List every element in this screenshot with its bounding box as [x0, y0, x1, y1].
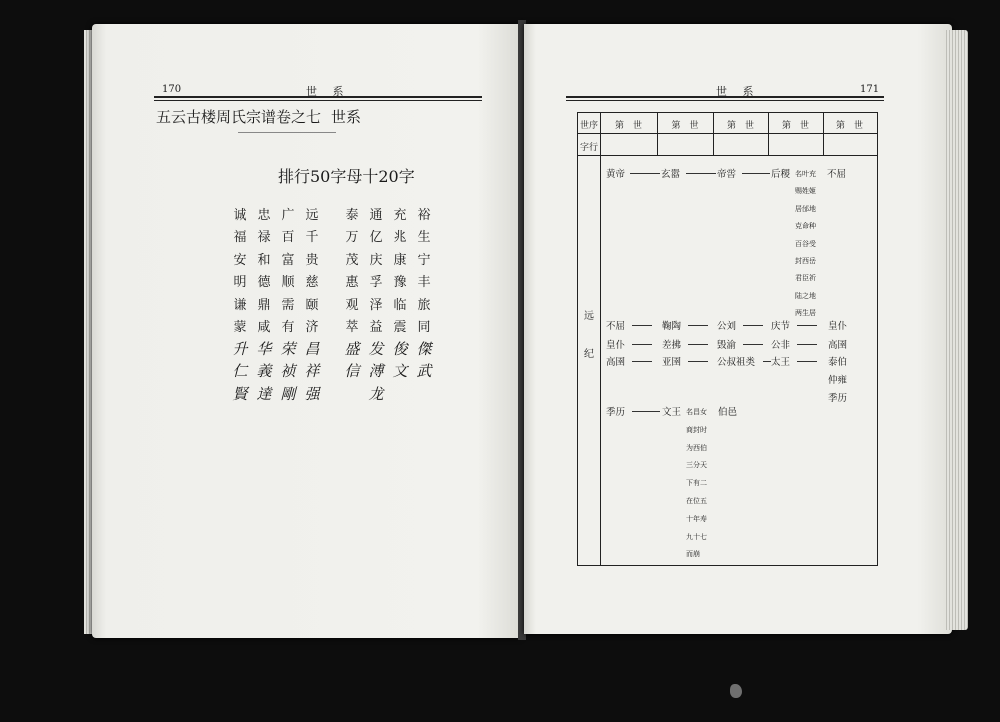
left-page-number: 170: [162, 84, 182, 95]
generation-header: 第 世: [614, 121, 642, 131]
person-name: 季历: [828, 393, 848, 404]
generation-char: 慈: [305, 275, 319, 291]
generation-char: 盛: [344, 339, 360, 358]
generation-char: 颐: [305, 297, 319, 313]
generation-char: 惠: [345, 275, 359, 291]
connector: [688, 344, 708, 345]
char-row: [228, 360, 450, 383]
generation-char: 需: [281, 297, 295, 313]
person-name: 高圉: [606, 357, 626, 368]
generation-char: 宁: [417, 252, 431, 268]
generation-char: 康: [393, 252, 407, 268]
generation-char: 顺: [281, 275, 295, 291]
note-line: 九十七: [686, 532, 707, 541]
note-line: 下有二: [686, 479, 707, 488]
generation-char: 亿: [369, 230, 383, 246]
person-name: 差拂: [662, 340, 682, 351]
person-name: 玄嚣: [661, 169, 681, 180]
generation-header: 第 世: [671, 121, 699, 131]
generation-char: 观: [345, 297, 359, 313]
row-label-generation: 世序: [579, 121, 598, 131]
generation-char: 萃: [345, 320, 359, 336]
char-row: [228, 247, 450, 270]
generation-char: 明: [233, 275, 247, 291]
generation-char: 茂: [345, 252, 359, 268]
generation-char: 俊: [392, 339, 408, 358]
generation-char: 旅: [417, 297, 431, 313]
connector: [742, 173, 770, 174]
generation-char: 賢: [232, 384, 248, 403]
doc-section-text: 世系: [331, 108, 362, 126]
generation-char: 发: [368, 339, 384, 358]
note-line: 十年寿: [686, 514, 707, 523]
connector: [632, 361, 652, 362]
document-title: [156, 106, 361, 127]
generation-character-grid: [228, 202, 450, 405]
generation-char: 仁: [232, 362, 248, 381]
row-label-char: 字行: [579, 143, 598, 153]
person-name: 皇仆: [606, 340, 626, 351]
generation-char: 通: [369, 207, 383, 223]
generation-char: 達: [256, 384, 272, 403]
generation-char: 忠: [257, 207, 271, 223]
note-line: 克命种: [795, 222, 816, 231]
generation-char: 龙: [368, 384, 384, 403]
generation-header: 第 世: [781, 121, 809, 131]
note-line: 居邰地: [795, 204, 816, 213]
person-name: 高圉: [828, 340, 848, 351]
note-line: 在位五: [686, 497, 707, 505]
generation-char: 義: [256, 362, 272, 381]
generation-char: 蒙: [233, 320, 247, 336]
generation-char: 贵: [305, 252, 319, 268]
generation-header: 第 世: [726, 121, 754, 131]
ranking-subtitle: 排行50字母十20字: [278, 167, 415, 186]
person-name: 公叔祖类: [717, 357, 756, 368]
table-line: [578, 133, 877, 134]
table-line: [600, 113, 601, 565]
generation-char: 济: [305, 320, 319, 336]
char-row: [228, 382, 450, 405]
generation-char: 庆: [369, 252, 383, 268]
person-name: 黄帝: [606, 169, 626, 180]
person-name: 季历: [606, 407, 626, 418]
generation-char: 百: [281, 230, 295, 246]
right-header-rule-thin: [566, 100, 884, 101]
left-header-title: 世 系: [306, 85, 350, 98]
generation-char: 华: [256, 339, 272, 358]
note-line: 为西伯: [686, 443, 707, 452]
generation-char: 祯: [280, 362, 296, 381]
scan-blot: [730, 684, 742, 698]
connector: [632, 344, 652, 345]
generation-char: 信: [344, 362, 360, 381]
person-name: 后稷: [771, 169, 791, 180]
connector: [688, 361, 708, 362]
right-header-title: 世 系: [716, 85, 760, 98]
generation-char: 广: [281, 207, 295, 223]
note-line: 百谷受: [795, 239, 816, 248]
generation-header: 第 世: [835, 121, 863, 131]
generation-char: 福: [233, 230, 247, 246]
left-header-rule: [154, 96, 482, 98]
generation-char: 远: [305, 207, 319, 223]
person-name: 伯邑: [718, 407, 738, 418]
generation-char: 千: [305, 230, 319, 246]
person-name: 太王: [771, 357, 791, 368]
generation-char: 泰: [345, 207, 359, 223]
left-header-rule-thin: [154, 100, 482, 101]
generation-char: 谦: [233, 297, 247, 313]
connector: [632, 325, 652, 326]
connector: [688, 325, 708, 326]
note-line: 君臣祈: [795, 274, 816, 283]
connector: [743, 344, 763, 345]
generation-char: 豫: [393, 275, 407, 291]
char-row: [228, 270, 450, 293]
generation-char: 剛: [280, 384, 296, 403]
note-line: 名昌女: [686, 408, 707, 416]
person-name: 仲雍: [828, 375, 848, 386]
generation-char: 安: [233, 252, 247, 268]
generation-char: 文: [392, 362, 408, 381]
table-line: [578, 155, 877, 156]
generation-char: 和: [257, 252, 271, 268]
connector: [686, 173, 716, 174]
doc-title-text: 五云古楼周氏宗谱卷之七: [156, 108, 322, 126]
person-name: 不屈: [827, 169, 847, 180]
connector: [797, 361, 817, 362]
person-name: 毁渝: [717, 340, 737, 351]
person-name: 泰伯: [828, 357, 848, 368]
generation-char: 禄: [257, 230, 271, 246]
note-line: 而崩: [686, 550, 700, 559]
generation-char: 临: [393, 297, 407, 313]
person-name: 庆节: [771, 321, 791, 332]
generation-char: 裕: [417, 207, 431, 223]
char-row: [228, 202, 450, 225]
person-name: 帝喾: [717, 169, 737, 180]
generation-char: 富: [281, 252, 295, 268]
generation-char: 有: [281, 320, 295, 336]
right-header-rule: [566, 96, 884, 98]
char-row: [228, 225, 450, 248]
note-line: 赐姓姬: [795, 187, 816, 196]
side-label-ji: 纪: [584, 349, 594, 360]
generation-char: 同: [417, 320, 431, 336]
generation-char: 荣: [280, 339, 296, 358]
generation-char: 震: [393, 320, 407, 336]
generation-char: 咸: [257, 320, 271, 336]
char-row: [228, 337, 450, 360]
generation-char: 泽: [369, 297, 383, 313]
note-line: 商封时: [686, 425, 707, 434]
generation-char: 强: [304, 384, 320, 403]
generation-char: 武: [416, 362, 432, 381]
person-name: 鞠陶: [662, 321, 682, 332]
generation-char: 德: [257, 275, 271, 291]
right-page-number: 171: [860, 84, 880, 95]
generation-char: 鼎: [257, 297, 271, 313]
generation-char: 孚: [369, 275, 383, 291]
person-name: 公非: [771, 340, 791, 351]
generation-char: 溥: [368, 362, 384, 381]
note-line: 封西岳: [795, 257, 816, 265]
generation-char: 升: [232, 339, 248, 358]
connector: [630, 173, 660, 174]
person-name: 不屈: [606, 321, 626, 332]
generation-char: 益: [369, 320, 383, 336]
connector: [763, 361, 771, 362]
generation-char: 充: [393, 207, 407, 223]
note-line: 两生居: [795, 309, 816, 318]
generation-char: 生: [417, 230, 431, 246]
generation-char: 傑: [416, 339, 432, 358]
char-row: [228, 315, 450, 338]
generation-char: 兆: [393, 230, 407, 246]
char-row: [228, 292, 450, 315]
person-name: 亚圉: [662, 357, 682, 368]
generation-char: 丰: [417, 275, 431, 291]
generation-char: 万: [345, 230, 359, 246]
connector: [632, 411, 660, 412]
connector: [797, 325, 817, 326]
person-name: 皇仆: [828, 321, 848, 332]
connector: [743, 325, 763, 326]
side-label-yuan: 远: [584, 311, 594, 322]
person-name: 公刘: [717, 321, 737, 332]
page-stack-right-edge: [946, 30, 968, 630]
connector: [797, 344, 817, 345]
note-line: 三分天: [686, 461, 707, 470]
title-underline: [238, 132, 336, 133]
generation-char: 祥: [304, 362, 320, 381]
generation-char: 昌: [304, 339, 320, 358]
person-name: 文王: [662, 407, 682, 418]
generation-char: 诚: [233, 207, 247, 223]
note-line: 名叶充: [795, 170, 816, 178]
note-line: 陆之地: [795, 291, 816, 300]
